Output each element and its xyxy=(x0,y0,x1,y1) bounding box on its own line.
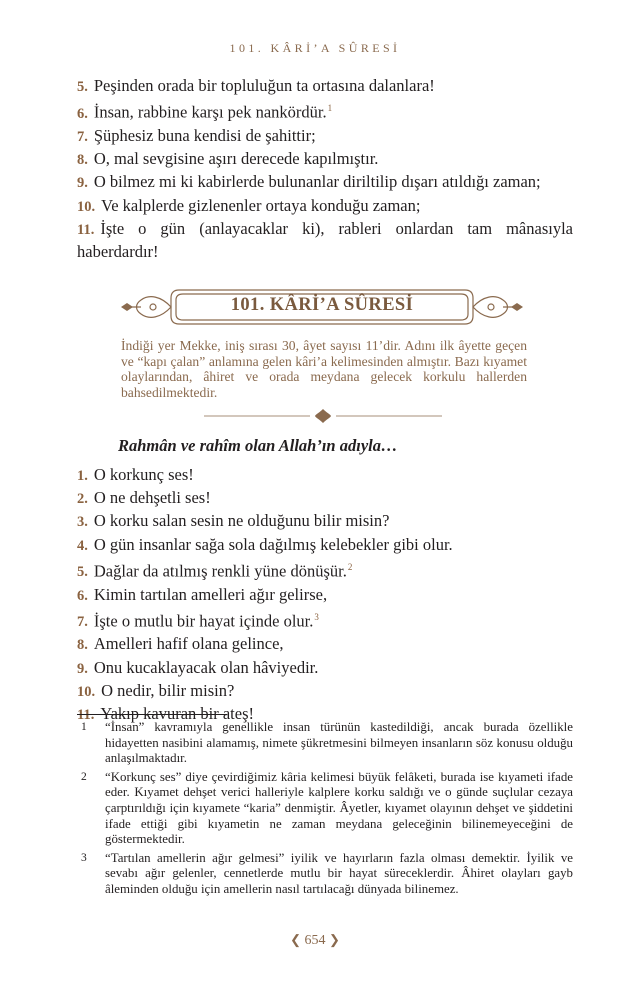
verse-text: O bilmez mi ki kabirlerde bulunanlar diriltilip dışarı atıldığı zaman; xyxy=(93,172,541,192)
verse-line xyxy=(77,487,573,510)
surah-title-banner xyxy=(121,286,523,328)
verse-text: İnsan, rabbine karşı pek nankördür. xyxy=(93,102,327,122)
verse-number: 10. xyxy=(77,198,96,215)
verse-text: Yakıp kavuran bir ateş! xyxy=(100,704,254,724)
page-number: 654 xyxy=(304,933,326,948)
footnote-number: 1 xyxy=(81,721,87,733)
verse-line xyxy=(77,218,573,262)
verse-line xyxy=(77,171,573,194)
verse-text: İşte o gün (anlayacaklar ki), rableri onlardan tam mânasıyla haberdardır! xyxy=(77,218,573,261)
verse-number: 7. xyxy=(77,614,88,631)
verse-line xyxy=(77,657,573,680)
verse-line xyxy=(77,607,573,634)
verse-text: Onu kucaklayacak olan hâviyedir. xyxy=(93,657,319,677)
verse-text: O ne dehşetli ses! xyxy=(93,488,211,508)
verse-number: 11. xyxy=(77,221,95,238)
verse-text: Ve kalplerde gizlenenler ortaya konduğu zaman; xyxy=(101,195,421,215)
footnote xyxy=(77,720,573,767)
verse-line xyxy=(77,195,573,218)
footnote-text: “Korkunç ses” diye çevirdiğimiz kâria kelimesi büyük felâketi, burada ise kıyameti ifade eder. Kıyamet dehşet verici halleriyle kalplere korku saldığı ve o günde suçlular cezaya çarptırıldığı için kıyamete “karia” denmiştir. Âyetler, kıyamet olayının dehşet ve şiddetini ifade ettiği gibi kıyametin ne zaman meydana geleceğinin bilinemeyeceğini de göstermektedir. xyxy=(105,769,573,847)
verse-line xyxy=(77,464,573,487)
basmala: Rahmân ve rahîm olan Allah’ın adıyla… xyxy=(118,436,398,455)
surah-verses xyxy=(77,464,573,726)
verse-text: O gün insanlar sağa sola dağılmış kelebekler gibi olur. xyxy=(93,534,453,554)
verse-number: 7. xyxy=(77,128,88,145)
verse-number: 2. xyxy=(77,491,88,508)
page-ornament-left-icon: ❮ xyxy=(290,932,301,947)
verse-text: Amelleri hafif olana gelince, xyxy=(93,634,284,654)
verse-text: Peşinden orada bir topluluğun ta ortasına dalanlara! xyxy=(93,76,435,95)
page-ornament-right-icon: ❯ xyxy=(329,932,340,947)
verse-line xyxy=(77,557,573,584)
verse-number: 8. xyxy=(77,637,88,654)
verse-number: 4. xyxy=(77,537,88,554)
verse-number: 10. xyxy=(77,683,96,700)
footnote-text: “Tartılan amellerin ağır gelmesi” iyilik ve hayırların fazla olması demektir. İyilik ve sevabı ağır gelenler, cennetlerde mutlu bir hayat süreceklerdir. Âhiret olayları gayb âleminden olduğu için amellerin nasıl tartılacağı dünyada bilinemez. xyxy=(105,850,573,896)
verse-number: 1. xyxy=(77,468,88,484)
verse-text: Şüphesiz buna kendisi de şahittir; xyxy=(93,125,316,145)
previous-surah-verses xyxy=(77,75,573,262)
verse-number: 6. xyxy=(77,587,88,604)
footnote xyxy=(77,851,573,898)
ornamental-divider xyxy=(204,408,442,424)
footnotes xyxy=(77,720,573,901)
footnote-marker[interactable]: 3 xyxy=(314,611,319,622)
verse-line xyxy=(77,75,573,98)
verse-text: O korkunç ses! xyxy=(93,465,194,484)
footnote-marker[interactable]: 1 xyxy=(327,103,333,114)
verse-line xyxy=(77,584,573,607)
verse-line xyxy=(77,148,573,171)
verse-number: 3. xyxy=(77,514,88,531)
verse-line xyxy=(77,633,573,656)
surah-title: 101. KÂRİ’A SÛRESİ xyxy=(230,295,414,315)
verse-number: 11. xyxy=(77,707,95,724)
verse-line xyxy=(77,510,573,533)
verse-text: Kimin tartılan amelleri ağır gelirse, xyxy=(93,584,328,604)
footnote-number: 2 xyxy=(81,770,87,783)
verse-line xyxy=(77,125,573,148)
verse-text: Dağlar da atılmış renkli yüne dönüşür. xyxy=(93,561,347,581)
verse-line xyxy=(77,680,573,703)
verse-text: O nedir, bilir misin? xyxy=(101,680,235,700)
verse-text: O, mal sevgisine aşırı derecede kapılmıştır. xyxy=(93,149,379,169)
verse-text: İşte o mutlu bir hayat içinde olur. xyxy=(93,611,314,631)
verse-number: 9. xyxy=(77,660,88,677)
footnote-text: “İnsan” kavramıyla genellikle insan türünün kastedildiği, ancak burada özellikle hidayetten nasibini alamamış, nimete şükretmesini bilmeyen insanların söz konusu olduğu anlaşılmaktadır. xyxy=(105,720,573,766)
surah-introduction: İndiği yer Mekke, iniş sırası 30, âyet sayısı 11’dir. Adını ilk âyette geçen ve “kapı çalan” anlamına gelen kâri’a kelimesinden almıştır. Bazı kıyamet olaylarından, âhiret ve orada meydana gelecek korkulu hallerden bahsedilmektedir. xyxy=(121,338,527,400)
verse-number: 5. xyxy=(77,564,88,581)
verse-number: 6. xyxy=(77,105,88,122)
verse-line xyxy=(77,98,573,125)
verse-text: O korku salan sesin ne olduğunu bilir misin? xyxy=(93,511,390,531)
verse-number: 5. xyxy=(77,79,88,95)
footnote xyxy=(77,770,573,848)
verse-line xyxy=(77,534,573,557)
footnote-marker[interactable]: 2 xyxy=(347,561,353,572)
footnote-separator xyxy=(77,714,227,715)
verse-number: 8. xyxy=(77,152,88,169)
page-number-footer xyxy=(0,932,630,949)
running-head: 101. KÂRİ’A SÛRESİ xyxy=(229,41,401,55)
verse-number: 9. xyxy=(77,175,88,192)
footnote-number: 3 xyxy=(81,851,87,864)
